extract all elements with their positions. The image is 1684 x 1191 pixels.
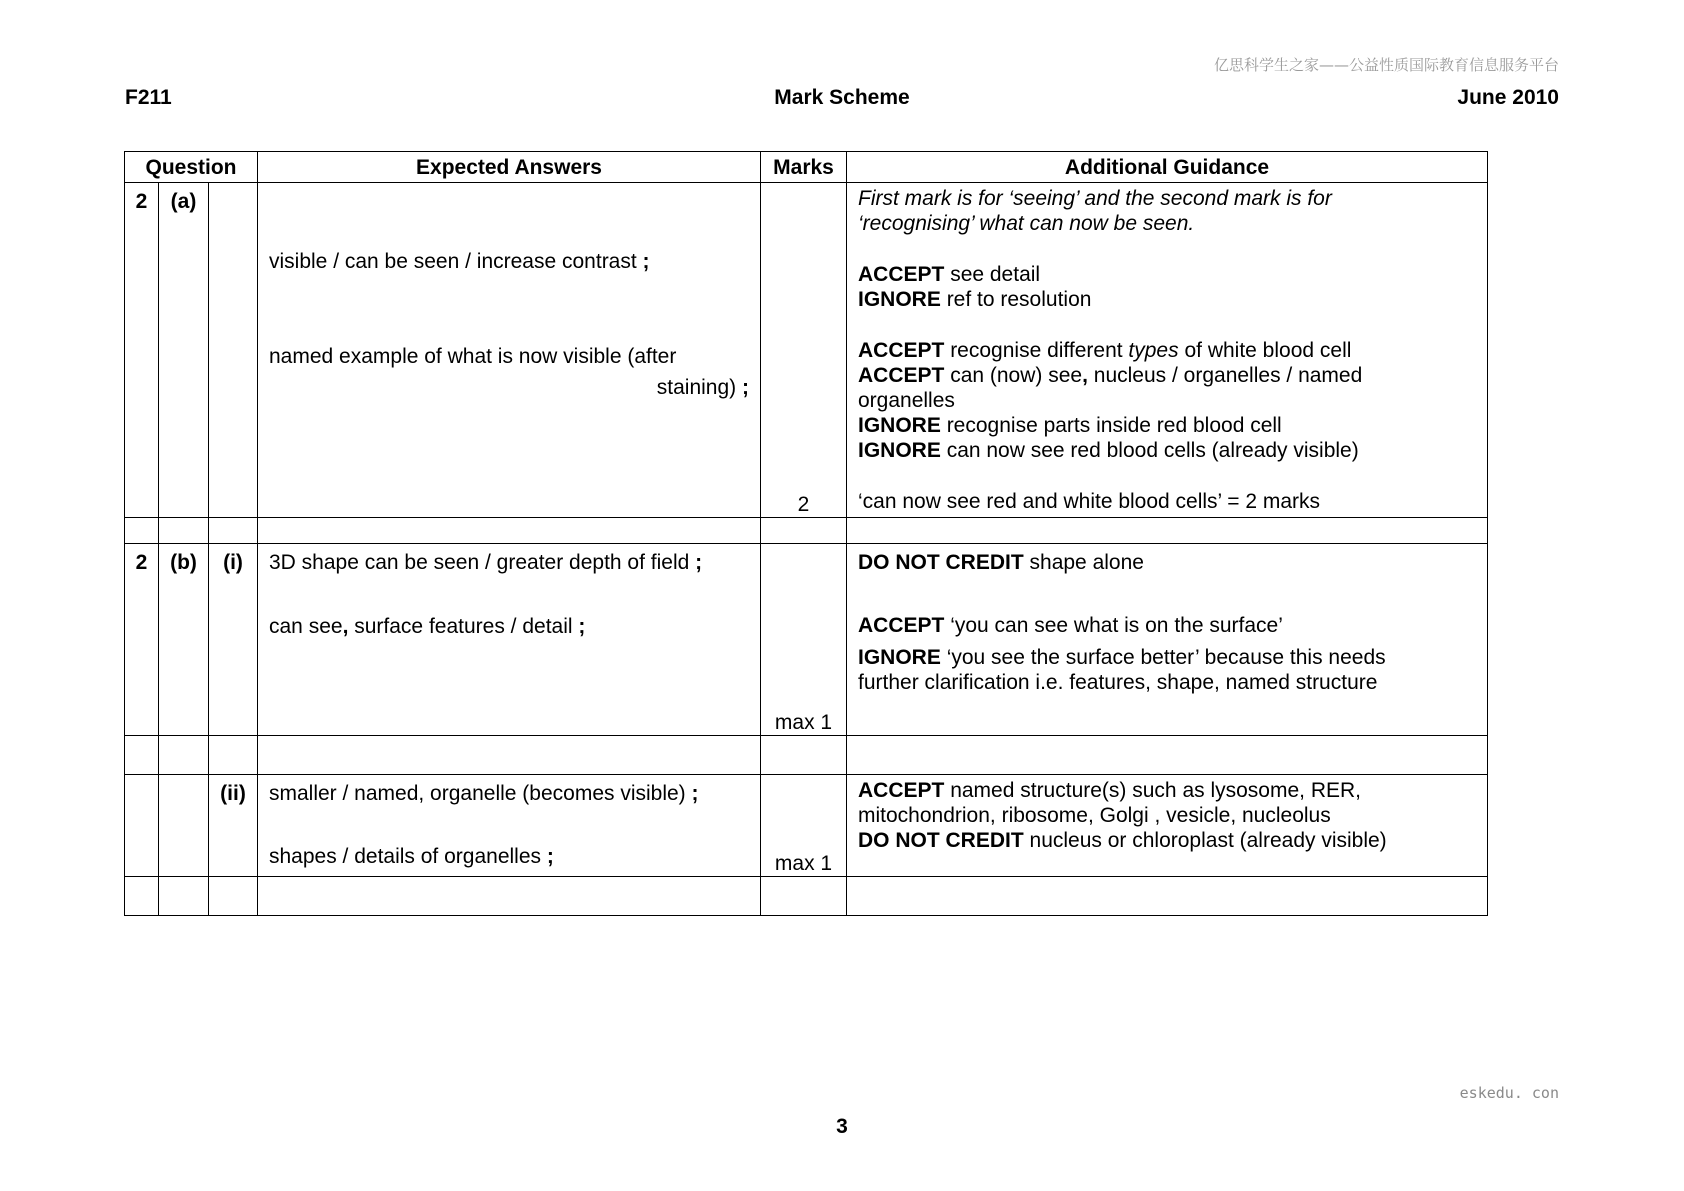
answer-text: smaller / named, organelle (becomes visible) <box>269 782 686 805</box>
empty-cell <box>258 518 761 544</box>
answer-line <box>269 344 749 369</box>
empty-cell <box>159 518 209 544</box>
paper-code: F211 <box>125 86 172 109</box>
page-header <box>125 86 1559 114</box>
table-row-2b-i <box>125 544 1488 736</box>
answer-comma: , <box>342 615 349 638</box>
ignore-keyword: IGNORE <box>858 646 941 669</box>
guidance-cell <box>847 183 1488 518</box>
marks-cell <box>761 544 847 736</box>
table-header-row <box>125 152 1488 183</box>
answer-line <box>269 844 749 869</box>
accept-keyword: ACCEPT <box>858 614 945 637</box>
accept-keyword: ACCEPT <box>858 263 945 286</box>
table-spacer-row <box>125 736 1488 775</box>
answer-text: 3D shape can be seen / greater depth of field <box>269 551 690 574</box>
table-spacer-row <box>125 877 1488 916</box>
guidance-line <box>858 778 1476 803</box>
guidance-line <box>858 338 1476 363</box>
document-title: Mark Scheme <box>774 86 910 109</box>
empty-cell <box>258 736 761 775</box>
empty-cell <box>761 518 847 544</box>
answer-line <box>269 249 749 274</box>
guidance-cell <box>847 775 1488 877</box>
guidance-text: ref to resolution <box>946 288 1092 311</box>
question-subpart: (i) <box>209 544 258 736</box>
guidance-line <box>858 438 1476 463</box>
empty-cell <box>125 518 159 544</box>
watermark-top-text: 亿思科学生之家——公益性质国际教育信息服务平台 <box>1213 56 1559 74</box>
guidance-line <box>858 550 1476 575</box>
answer-text: surface features / detail <box>354 615 573 638</box>
question-number: 2 <box>125 183 159 518</box>
guidance-text: nucleus / organelles / named <box>1093 364 1363 387</box>
additional-guidance-header: Additional Guidance <box>847 152 1488 183</box>
answer-text: can see <box>269 615 343 638</box>
guidance-line <box>858 262 1476 287</box>
question-number <box>125 775 159 877</box>
guidance-text: shape alone <box>1029 551 1144 574</box>
marks-value: max 1 <box>774 711 833 734</box>
empty-cell <box>209 877 258 916</box>
guidance-line <box>858 287 1476 312</box>
mark-scheme-table <box>124 151 1488 916</box>
empty-cell <box>125 736 159 775</box>
guidance-line <box>858 613 1476 638</box>
marks-value: 2 <box>797 493 810 516</box>
watermark-bottom-text: eskedu. con <box>1459 1084 1559 1102</box>
answer-text: named example of what is now visible (after <box>269 345 677 368</box>
exam-session: June 2010 <box>1457 86 1559 109</box>
do-not-credit-keyword: DO NOT CREDIT <box>858 551 1024 574</box>
question-subpart: (ii) <box>209 775 258 877</box>
guidance-text: ‘you can see what is on the surface’ <box>950 614 1283 637</box>
guidance-comma: , <box>1082 364 1088 387</box>
mark-separator: ; <box>642 250 650 273</box>
guidance-line <box>858 828 1476 853</box>
table-row-2a <box>125 183 1488 518</box>
question-part: (b) <box>159 544 209 736</box>
guidance-text: ‘you see the surface better’ because this needs <box>946 646 1386 669</box>
guidance-text: named structure(s) such as lysosome, RER, <box>950 779 1361 802</box>
do-not-credit-keyword: DO NOT CREDIT <box>858 829 1024 852</box>
answer-line <box>269 550 749 575</box>
question-part: (a) <box>159 183 209 518</box>
marks-header: Marks <box>761 152 847 183</box>
empty-cell <box>258 877 761 916</box>
table-spacer-row <box>125 518 1488 544</box>
answer-text: staining) <box>656 376 737 399</box>
answer-line <box>269 614 749 639</box>
accept-keyword: ACCEPT <box>858 779 945 802</box>
guidance-note: First mark is for ‘seeing’ and the second mark is for <box>858 187 1332 210</box>
guidance-text: recognise different <box>950 339 1123 362</box>
guidance-text: see detail <box>950 263 1041 286</box>
expected-answers-cell <box>258 544 761 736</box>
empty-cell <box>209 736 258 775</box>
guidance-line <box>858 413 1476 438</box>
question-header: Question <box>125 152 258 183</box>
guidance-text: can (now) see <box>950 364 1083 387</box>
mark-separator: ; <box>546 845 554 868</box>
guidance-text: of white blood cell <box>1184 339 1352 362</box>
empty-cell <box>209 518 258 544</box>
question-subpart <box>209 183 258 518</box>
mark-separator: ; <box>742 376 749 399</box>
answer-text: shapes / details of organelles <box>269 845 542 868</box>
question-part <box>159 775 209 877</box>
expected-answers-header: Expected Answers <box>258 152 761 183</box>
accept-keyword: ACCEPT <box>858 339 945 362</box>
empty-cell <box>159 877 209 916</box>
guidance-emphasis: types <box>1128 339 1179 362</box>
empty-cell <box>761 736 847 775</box>
empty-cell <box>159 736 209 775</box>
table-row-2b-ii <box>125 775 1488 877</box>
mark-separator: ; <box>691 782 699 805</box>
ignore-keyword: IGNORE <box>858 439 941 462</box>
guidance-cell <box>847 544 1488 736</box>
marks-cell <box>761 183 847 518</box>
mark-separator: ; <box>695 551 703 574</box>
guidance-note: ‘recognising’ what can now be seen. <box>858 212 1195 235</box>
question-number: 2 <box>125 544 159 736</box>
mark-separator: ; <box>578 615 586 638</box>
marks-cell <box>761 775 847 877</box>
answer-line <box>269 375 749 400</box>
guidance-line <box>858 363 1476 388</box>
ignore-keyword: IGNORE <box>858 288 941 311</box>
answer-line <box>269 781 749 806</box>
empty-cell <box>761 877 847 916</box>
answer-text: visible / can be seen / increase contrast <box>269 250 637 273</box>
guidance-text: can now see red blood cells (already visible) <box>946 439 1359 462</box>
empty-cell <box>847 736 1488 775</box>
empty-cell <box>847 877 1488 916</box>
empty-cell <box>125 877 159 916</box>
page-number: 3 <box>836 1115 848 1138</box>
accept-keyword: ACCEPT <box>858 364 945 387</box>
marks-value: max 1 <box>774 852 833 875</box>
ignore-keyword: IGNORE <box>858 414 941 437</box>
guidance-text: ‘can now see red and white blood cells’ = 2 marks <box>858 490 1321 513</box>
guidance-text: organelles <box>858 389 955 412</box>
expected-answers-cell <box>258 775 761 877</box>
guidance-text: recognise parts inside red blood cell <box>946 414 1282 437</box>
guidance-line <box>858 645 1476 670</box>
guidance-text: nucleus or chloroplast (already visible) <box>1029 829 1387 852</box>
expected-answers-cell <box>258 183 761 518</box>
empty-cell <box>847 518 1488 544</box>
guidance-text: further clarification i.e. features, shape, named structure <box>858 671 1378 694</box>
guidance-text: mitochondrion, ribosome, Golgi , vesicle, nucleolus <box>858 804 1331 827</box>
